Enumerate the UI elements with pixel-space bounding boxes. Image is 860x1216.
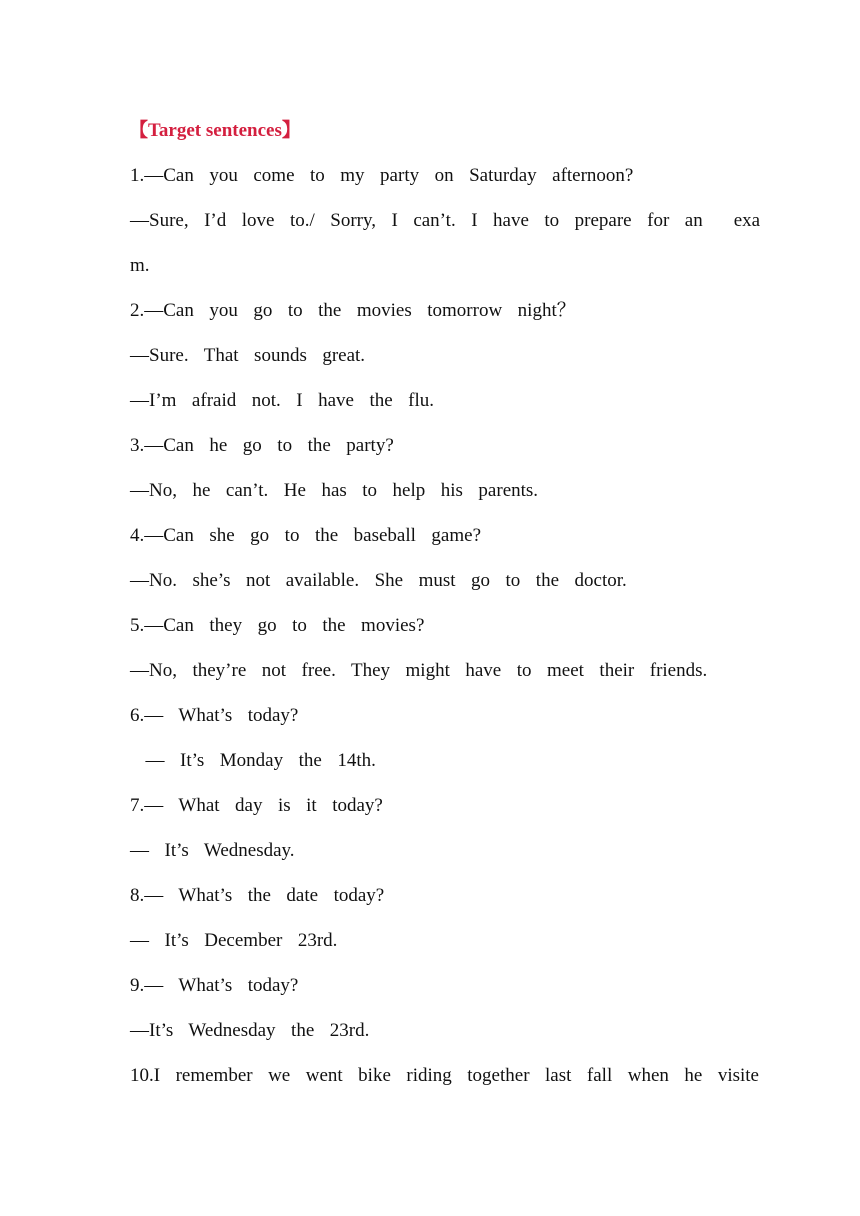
sentence-line-6: —I’m afraid not. I have the flu. (130, 390, 435, 411)
sentence-line-10: —No. she’s not available. She must go to the doctor. (130, 570, 627, 591)
section-heading: 【Target sentences】 (129, 120, 301, 141)
sentence-line-19: 9.— What’s today? (130, 975, 299, 996)
sentence-line-8: —No, he can’t. He has to help his parents. (130, 480, 539, 501)
sentence-line-18: — It’s December 23rd. (130, 930, 338, 951)
sentence-line-14: — It’s Monday the 14th. (130, 750, 376, 771)
sentence-line-9: 4.—Can she go to the baseball game? (130, 525, 482, 546)
sentence-line-4: 2.—Can you go to the movies tomorrow night？ (130, 300, 576, 321)
sentence-line-5: —Sure. That sounds great. (130, 345, 366, 366)
sentence-line-16: — It’s Wednesday. (130, 840, 295, 861)
sentence-line-7: 3.—Can he go to the party? (130, 435, 394, 456)
sentence-line-12: —No, they’re not free. They might have to meet their friends. (130, 660, 708, 681)
sentence-line-21: 10.I remember we went bike riding together last fall when he visite (130, 1065, 759, 1086)
sentence-line-3: m. (130, 255, 150, 276)
sentence-line-13: 6.— What’s today? (130, 705, 299, 726)
sentence-line-15: 7.— What day is it today? (130, 795, 383, 816)
sentence-line-17: 8.— What’s the date today? (130, 885, 385, 906)
sentence-line-2: —Sure, I’d love to./ Sorry, I can’t. I have to prepare for an exa (130, 210, 761, 231)
sentence-line-11: 5.—Can they go to the movies? (130, 615, 425, 636)
sentence-line-20: —It’s Wednesday the 23rd. (130, 1020, 370, 1041)
sentence-line-1: 1.—Can you come to my party on Saturday afternoon? (130, 165, 634, 186)
